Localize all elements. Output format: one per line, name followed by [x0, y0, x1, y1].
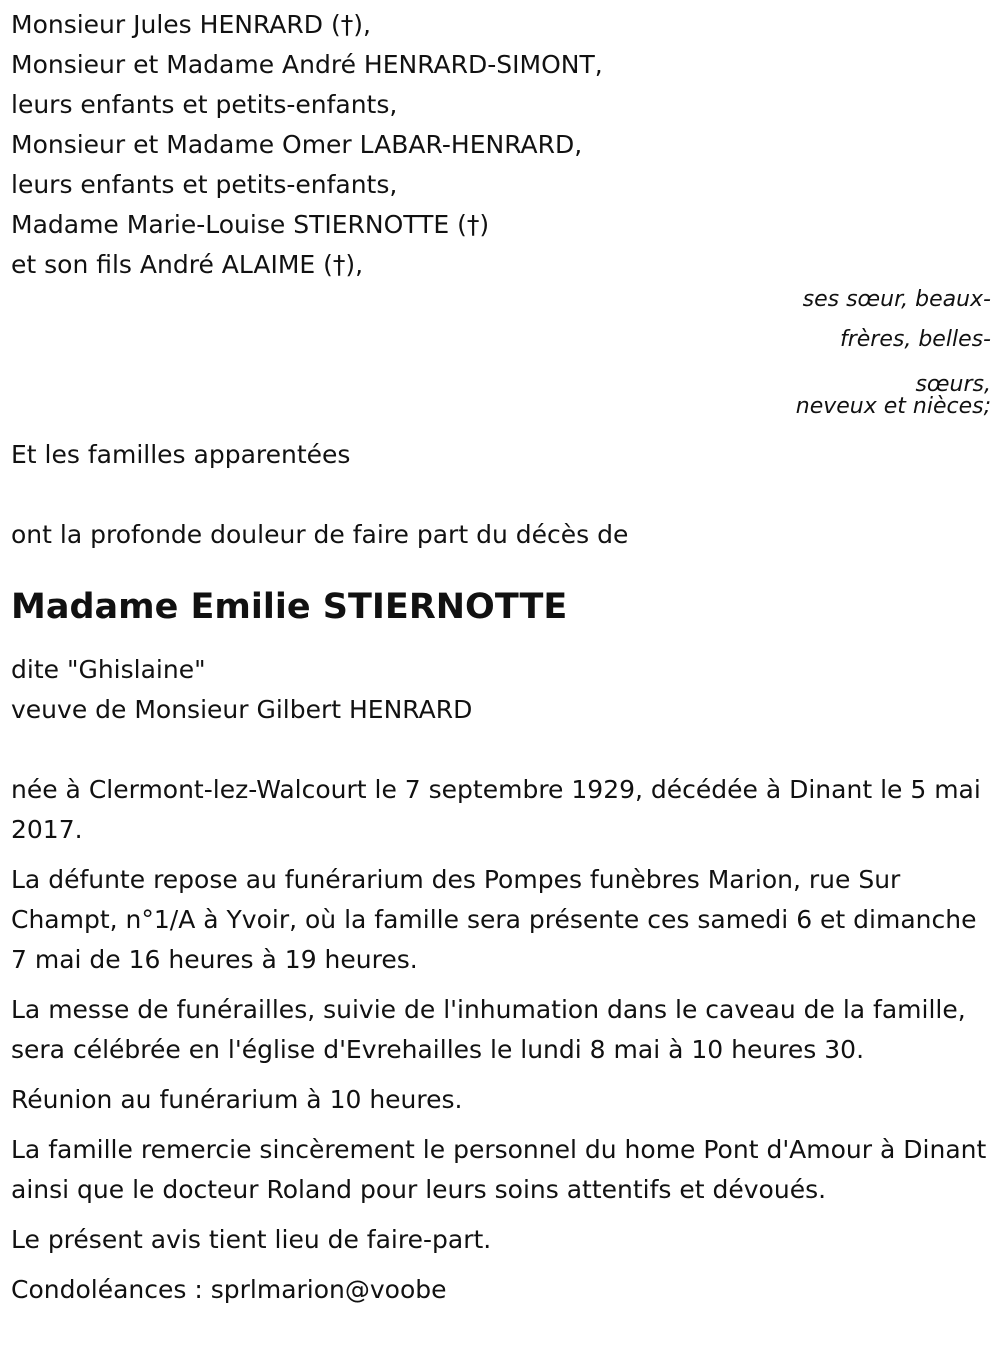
family-line: Monsieur et Madame André HENRARD-SIMONT,	[11, 50, 603, 79]
announcement-text: ont la profonde douleur de faire part du décès de	[11, 520, 629, 549]
nickname: dite "Ghislaine"	[11, 655, 206, 684]
relation-line: ses sœur, beaux-	[802, 287, 991, 312]
relation-line: neveux et nièces;	[795, 394, 991, 419]
family-list	[11, 5, 991, 285]
related-families: Et les familles apparentées	[11, 440, 351, 469]
obituary-notice	[11, 0, 991, 1320]
viewing-paragraph: La défunte repose au funérarium des Pompes funèbres Marion, rue Sur Champt, n°1/A à Yvoir, où la famille sera présente ces samedi 6 et dimanche 7 mai de 16 heures à 19 heures.	[11, 865, 977, 974]
funeral-paragraph: La messe de funérailles, suivie de l'inhumation dans le caveau de la famille, sera célébrée en l'église d'Evrehailles le lundi 8 mai à 10 heures 30.	[11, 995, 966, 1064]
family-line: Monsieur Jules HENRARD (†),	[11, 10, 371, 39]
relation-note	[11, 280, 991, 418]
family-line: leurs enfants et petits-enfants,	[11, 170, 398, 199]
thanks-paragraph: La famille remercie sincèrement le personnel du home Pont d'Amour à Dinant ainsi que le docteur Roland pour leurs soins attentifs et dévoués.	[11, 1135, 987, 1204]
condolences-paragraph: Condoléances : sprlmarion@voobe	[11, 1275, 447, 1304]
relation-line: frères, belles-	[839, 327, 991, 352]
notice-paragraph: Le présent avis tient lieu de faire-part.	[11, 1225, 492, 1254]
family-line: leurs enfants et petits-enfants,	[11, 90, 398, 119]
reunion-paragraph: Réunion au funérarium à 10 heures.	[11, 1085, 463, 1114]
birth-death-paragraph: née à Clermont-lez-Walcourt le 7 septembre 1929, décédée à Dinant le 5 mai 2017.	[11, 775, 981, 844]
relation-line: sœurs,	[915, 372, 991, 397]
deceased-name: Madame Emilie STIERNOTTE	[11, 587, 568, 627]
family-line: et son fils André ALAIME (†),	[11, 250, 364, 279]
widow-of: veuve de Monsieur Gilbert HENRARD	[11, 695, 473, 724]
family-line: Monsieur et Madame Omer LABAR-HENRARD,	[11, 130, 583, 159]
family-line: Madame Marie-Louise STIERNOTTE (†)	[11, 210, 490, 239]
